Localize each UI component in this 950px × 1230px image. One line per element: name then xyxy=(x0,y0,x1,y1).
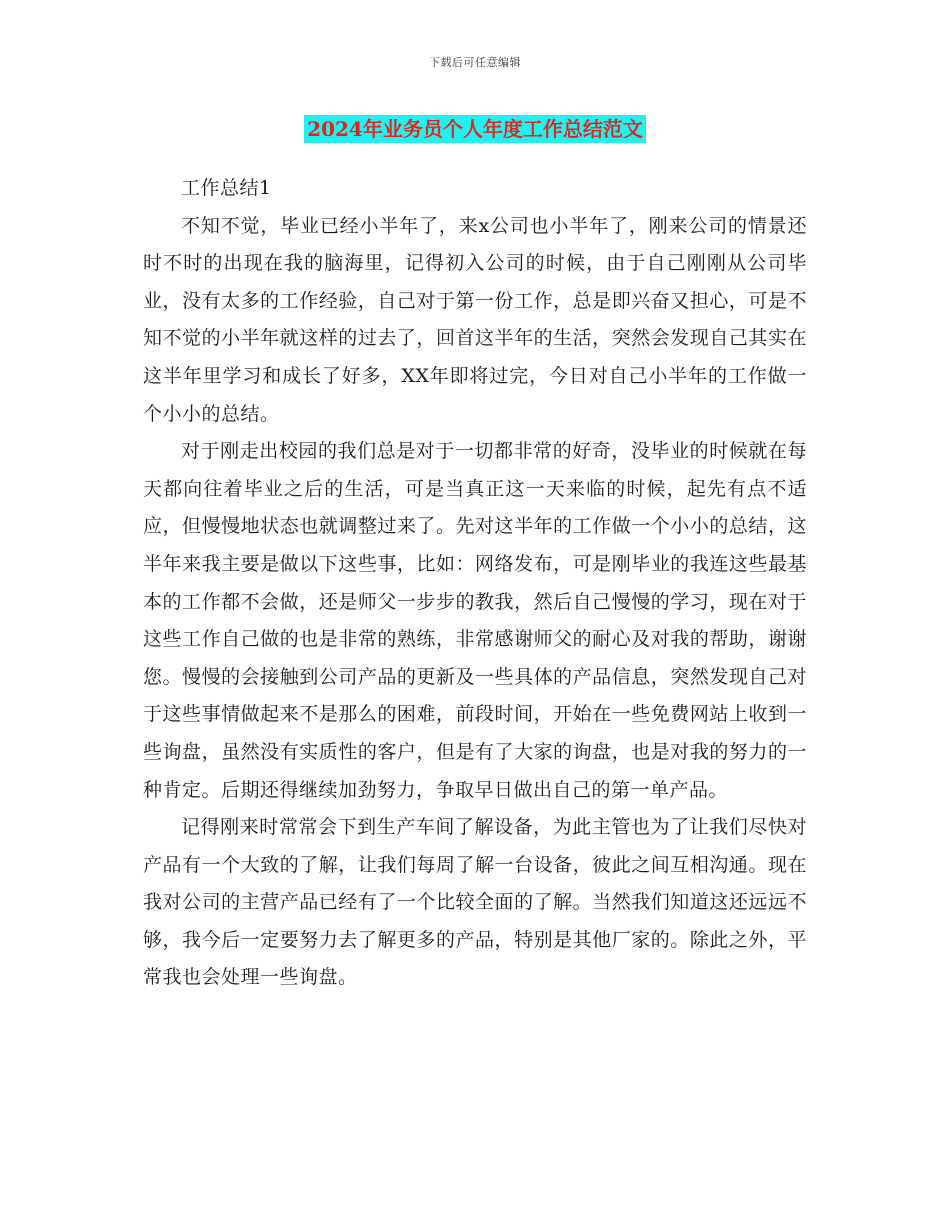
paragraph-1: 不知不觉，毕业已经小半年了，来x公司也小半年了，刚来公司的情景还时不时的出现在我的脑海里，记得初入公司的时候，由于自己刚刚从公司毕业，没有太多的工作经验，自己对于第一份工作，总是即兴奋又担心，可是不知不觉的小半年就这样的过去了，回首这半年的生活，突然会发现自己其实在这半年里学习和成长了好多，XX年即将过完，今日对自己小半年的工作做一个小小的总结。 xyxy=(143,214,807,425)
header-note: 下载后可任意编辑 xyxy=(429,56,521,69)
document-title: 2024年业务员个人年度工作总结范文 xyxy=(304,115,646,143)
paragraph-2: 对于刚走出校园的我们总是对于一切都非常的好奇，没毕业的时候就在每天都向往着毕业之后的生活，可是当真正这一天来临的时候，起先有点不适应，但慢慢地状态也就调整过来了。先对这半年的工作做一个小小的总结，这半年来我主要是做以下这些事，比如：网络发布，可是刚毕业的我连这些最基本的工作都不会做，还是师父一步步的教我，然后自己慢慢的学习，现在对于这些工作自己做的也是非常的熟练，非常感谢师父的耐心及对我的帮助，谢谢您。慢慢的会接触到公司产品的更新及一些具体的产品信息，突然发现自己对于这些事情做起来不是那么的困难，前段时间，开始在一些免费网站上收到一些询盘，虽然没有实质性的客户，但是有了大家的询盘，也是对我的努力的一种肯定。后期还得继续加劲努力，争取早日做出自己的第一单产品。 xyxy=(143,440,807,801)
section-heading: 工作总结1 xyxy=(181,177,272,199)
document-body xyxy=(143,170,807,997)
paragraph-3: 记得刚来时常常会下到生产车间了解设备，为此主管也为了让我们尽快对产品有一个大致的了解，让我们每周了解一台设备，彼此之间互相沟通。现在我对公司的主营产品已经有了一个比较全面的了解。当然我们知道这还远远不够，我今后一定要努力去了解更多的产品，特别是其他厂家的。除此之外，平常我也会处理一些询盘。 xyxy=(143,816,807,989)
title-wrap xyxy=(0,115,950,143)
